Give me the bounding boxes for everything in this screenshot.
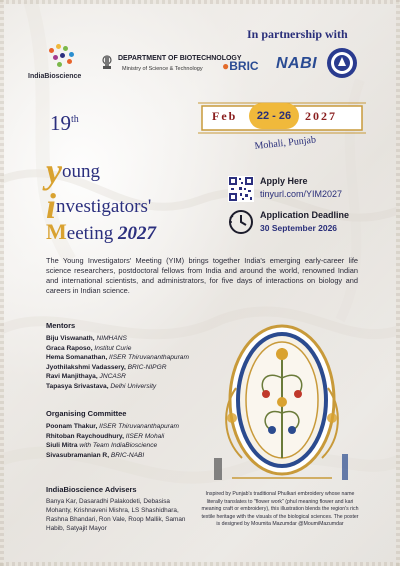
title-word-meeting: eeting	[66, 223, 114, 244]
list-item: Rhitoban Raychoudhury, IISER Mohali	[46, 432, 165, 440]
edition-suffix: th	[71, 114, 79, 125]
nabi-logo-icon	[276, 55, 317, 73]
university-seal-icon	[326, 47, 358, 79]
indiabioscience-logo-icon	[44, 44, 80, 70]
deadline-label: Application Deadline	[260, 210, 350, 220]
title-initial-m: M	[46, 219, 67, 244]
phulkari-illustration	[202, 308, 362, 488]
nabi-name: NABI	[276, 55, 318, 72]
artwork-credit: Inspired by Punjab's traditional Phulkari embroidery whose name literally translates to "flower work" (phul meaning flower and kari meaning craft or embroidery), this illustration blends the region's rich textile heritage with the visuals of the biological sciences. The poster is designed by Moumita Mazumdar @MoumiMazumdar	[201, 491, 359, 528]
title-word-investigators: nvestigators'	[56, 196, 152, 217]
border-top	[0, 0, 400, 4]
org-name: IndiaBioscience	[28, 73, 82, 80]
title-initial-y: y	[46, 151, 62, 191]
mentors-list	[46, 334, 189, 392]
dbt-title: DEPARTMENT OF BIOTECHNOLOGY	[118, 55, 242, 62]
title-word-young: oung	[61, 161, 100, 182]
bric-logo-icon: ●BRIC	[222, 59, 259, 73]
title-year: 2027	[117, 223, 156, 244]
list-item: Hema Somanathan, IISER Thiruvananthapuram	[46, 354, 189, 362]
bric-name: BRIC	[229, 59, 259, 73]
title-initial-i: i	[46, 186, 57, 226]
apply-label: Apply Here	[260, 176, 308, 186]
national-emblem-icon	[100, 52, 114, 72]
dbt-subtitle: Ministry of Science & Technology	[122, 66, 203, 72]
border-left	[0, 0, 4, 566]
list-item: Siuli Mitra with Team IndiaBioscience	[46, 442, 158, 450]
date-month: Feb	[212, 109, 238, 123]
partnership-heading: In partnership with	[247, 27, 348, 41]
list-item: Biju Viswanath, NIMHANS	[46, 335, 127, 342]
list-item: Graca Raposo, Institut Curie	[46, 344, 132, 352]
date-range: 22 - 26	[249, 103, 299, 129]
list-item: Tapasya Srivastava, Delhi University	[46, 382, 157, 390]
qr-code-icon[interactable]	[228, 176, 254, 202]
committee-list	[46, 422, 179, 460]
advisors-list: Banya Kar, Dasaradhi Palakodeti, Debasisa Mohanty, Krishnaveni Mishra, LS Shashidhara, Rashna Bhandari, Ron Vale, Roop Mallik, Saman Habib, Satyajit Mayor	[46, 498, 186, 532]
date-year: 2027	[305, 109, 337, 123]
clock-icon	[228, 209, 254, 235]
title-line-meeting	[46, 219, 156, 245]
edition-number	[50, 111, 79, 136]
edition-digits: 19	[50, 111, 71, 135]
border-bottom	[0, 562, 400, 566]
apply-link[interactable]: tinyurl.com/YIM2027	[260, 189, 343, 199]
advisors-heading: IndiaBioscience Advisers	[46, 485, 137, 494]
list-item: Poonam Thakur, IISER Thiruvananthapuram	[46, 423, 180, 430]
list-item: Sivasubramanian R, BRIC-NABI	[46, 451, 145, 459]
event-location: Mohali, Punjab	[254, 134, 317, 152]
committee-heading: Organising Committee	[46, 409, 127, 418]
event-description: The Young Investigators' Meeting (YIM) brings together India's emerging early-career life science researchers, postdoctoral fellows from India and around the world, renowned Indian and international scientists, and administrators, for five days of interactions on biology and careers in Indian science.	[46, 256, 358, 295]
deadline-date: 30 September 2026	[260, 223, 338, 233]
border-right	[396, 0, 400, 566]
mentors-heading: Mentors	[46, 321, 76, 330]
list-item: Jyothilakshmi Vadassery, BRIC-NIPGR	[46, 363, 167, 371]
list-item: Ravi Manjithaya, JNCASR	[46, 373, 126, 381]
